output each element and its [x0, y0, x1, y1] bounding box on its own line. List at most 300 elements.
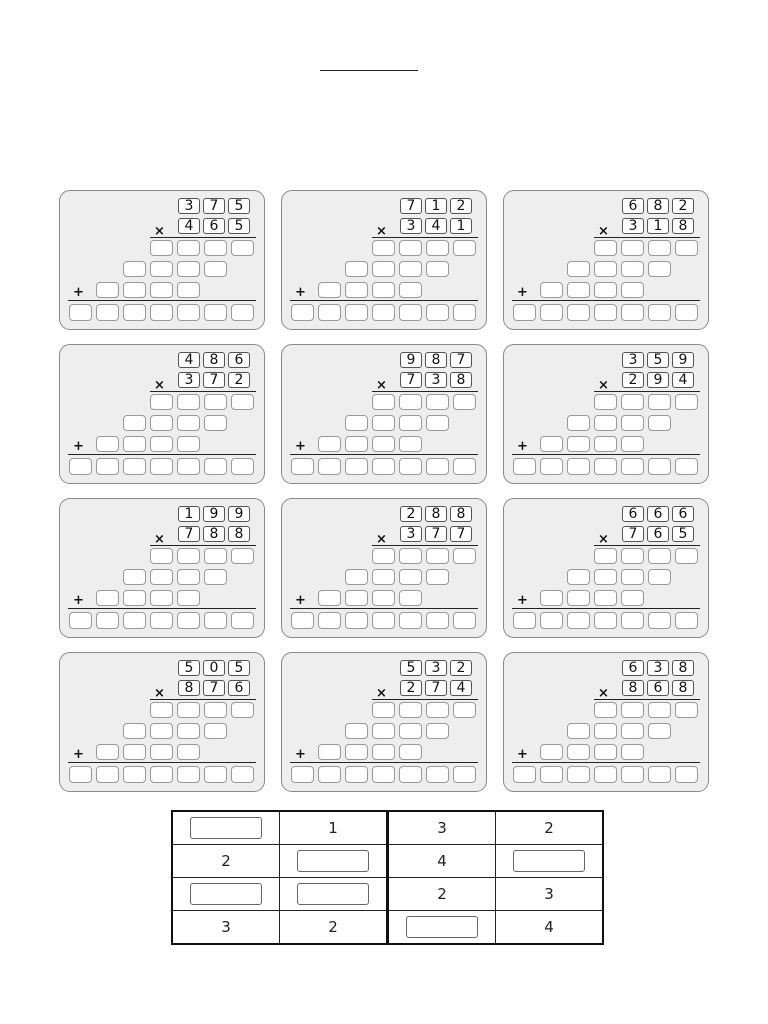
answer-box [594, 612, 617, 629]
answer-box [204, 612, 227, 629]
multiplier-digit: 1 [647, 218, 669, 234]
answer-box [150, 304, 173, 321]
partial-product-box [372, 744, 395, 760]
answer-box [345, 304, 368, 321]
answer-box [399, 612, 422, 629]
answer-blank-box[interactable] [190, 817, 262, 839]
answer-box [540, 304, 563, 321]
grid-cell[interactable] [172, 878, 280, 911]
answer-box [453, 612, 476, 629]
answer-box [399, 458, 422, 475]
answer-blank-box[interactable] [513, 850, 585, 872]
grid-cell: 2 [496, 811, 604, 845]
answer-box [426, 612, 449, 629]
multiplier-digit: 3 [425, 372, 447, 388]
multiplier-underline [372, 391, 478, 392]
multiplier-digit: 3 [622, 218, 644, 234]
multiplicand-digit: 5 [178, 660, 200, 676]
partial-product-box [426, 548, 449, 564]
answer-box [540, 612, 563, 629]
answer-box [69, 304, 92, 321]
multiplier-underline [150, 699, 256, 700]
partial-product-box [567, 436, 590, 452]
answer-box [69, 766, 92, 783]
partial-product-box [318, 282, 341, 298]
answer-box [96, 766, 119, 783]
multiplier-digit: 6 [647, 680, 669, 696]
answer-box [513, 458, 536, 475]
multiplier-digit: 7 [203, 680, 225, 696]
partial-product-box [204, 261, 227, 277]
partial-product-box [594, 590, 617, 606]
sum-underline [290, 454, 478, 455]
partial-product-box [150, 436, 173, 452]
partial-product-box [621, 723, 644, 739]
grid-cell: 3 [496, 878, 604, 911]
multiplier-digit: 8 [178, 680, 200, 696]
multiplicand-digit: 6 [672, 506, 694, 522]
grid-cell[interactable] [280, 845, 388, 878]
partial-product-box [426, 240, 449, 256]
multiplier-underline [150, 237, 256, 238]
multiplier-underline [594, 699, 700, 700]
answer-box [318, 304, 341, 321]
multiplicand-digit: 1 [178, 506, 200, 522]
grid-cell[interactable] [496, 845, 604, 878]
grid-cell: 1 [280, 811, 388, 845]
multiplicand-digit: 6 [647, 506, 669, 522]
problem-card [503, 190, 709, 330]
partial-product-box [372, 702, 395, 718]
partial-product-box [177, 240, 200, 256]
problem-card [503, 344, 709, 484]
answer-box [648, 766, 671, 783]
problem-card [281, 190, 487, 330]
partial-product-box [150, 282, 173, 298]
answer-box [231, 304, 254, 321]
partial-product-box [399, 415, 422, 431]
multiplier-digit: 2 [622, 372, 644, 388]
multiplicand-digit: 5 [647, 352, 669, 368]
partial-product-box [177, 415, 200, 431]
answer-box [621, 304, 644, 321]
answer-box [291, 304, 314, 321]
partial-product-box [96, 744, 119, 760]
multiplicand-digit: 6 [622, 506, 644, 522]
partial-product-box [123, 415, 146, 431]
multiplicand-digit: 2 [450, 660, 472, 676]
grid-cell[interactable] [388, 911, 496, 945]
answer-box [621, 458, 644, 475]
multiplier-underline [372, 545, 478, 546]
partial-product-box [567, 415, 590, 431]
multiplicand-digit: 3 [647, 660, 669, 676]
problem-card [281, 498, 487, 638]
partial-product-box [372, 569, 395, 585]
answer-box [372, 766, 395, 783]
answer-box [372, 458, 395, 475]
partial-product-box [675, 240, 698, 256]
answer-box [345, 612, 368, 629]
partial-product-box [621, 702, 644, 718]
times-sign: × [376, 532, 387, 547]
multiplier-digit: 8 [622, 680, 644, 696]
partial-product-box [372, 590, 395, 606]
partial-product-box [621, 282, 644, 298]
partial-product-box [399, 590, 422, 606]
answer-box [513, 612, 536, 629]
partial-product-box [594, 394, 617, 410]
times-sign: × [154, 686, 165, 701]
answer-box [123, 612, 146, 629]
partial-product-box [648, 394, 671, 410]
multiplicand-digit: 2 [672, 198, 694, 214]
partial-product-box [96, 590, 119, 606]
partial-product-box [372, 240, 395, 256]
partial-product-box [567, 569, 590, 585]
multiplier-underline [372, 699, 478, 700]
partial-product-box [594, 744, 617, 760]
partial-product-box [345, 744, 368, 760]
answer-box [204, 766, 227, 783]
sum-underline [68, 454, 256, 455]
partial-product-box [399, 436, 422, 452]
problem-card [59, 190, 265, 330]
partial-product-box [372, 436, 395, 452]
answer-box [345, 458, 368, 475]
partial-product-box [150, 415, 173, 431]
grid-cell[interactable] [172, 811, 280, 845]
number-puzzle-grid [171, 810, 604, 945]
partial-product-box [177, 548, 200, 564]
partial-product-box [594, 548, 617, 564]
answer-box [567, 458, 590, 475]
answer-box [594, 304, 617, 321]
times-sign: × [154, 532, 165, 547]
answer-blank-box[interactable] [297, 850, 369, 872]
partial-product-box [318, 436, 341, 452]
plus-sign: + [517, 747, 528, 762]
answer-box [675, 304, 698, 321]
partial-product-box [372, 548, 395, 564]
partial-product-box [204, 415, 227, 431]
plus-sign: + [295, 747, 306, 762]
grid-cell[interactable] [280, 878, 388, 911]
multiplicand-digit: 6 [622, 198, 644, 214]
multiplicand-digit: 3 [178, 198, 200, 214]
answer-box [621, 766, 644, 783]
partial-product-box [399, 240, 422, 256]
answer-box [594, 458, 617, 475]
plus-sign: + [73, 593, 84, 608]
partial-product-box [204, 240, 227, 256]
partial-product-box [567, 723, 590, 739]
problem-card [503, 498, 709, 638]
partial-product-box [372, 723, 395, 739]
multiplier-underline [594, 391, 700, 392]
partial-product-box [204, 702, 227, 718]
multiplier-digit: 2 [400, 680, 422, 696]
partial-product-box [675, 702, 698, 718]
answer-box [426, 766, 449, 783]
partial-product-box [540, 590, 563, 606]
partial-product-box [594, 415, 617, 431]
sum-underline [68, 762, 256, 763]
partial-product-box [150, 261, 173, 277]
partial-product-box [231, 394, 254, 410]
partial-product-box [567, 282, 590, 298]
problem-card [59, 498, 265, 638]
times-sign: × [598, 686, 609, 701]
partial-product-box [123, 261, 146, 277]
grid-row [172, 878, 603, 911]
problem-card [59, 344, 265, 484]
multiplier-digit: 6 [228, 680, 250, 696]
partial-product-box [345, 723, 368, 739]
partial-product-box [177, 394, 200, 410]
multiplicand-digit: 6 [622, 660, 644, 676]
answer-box [177, 304, 200, 321]
multiplier-digit: 6 [647, 526, 669, 542]
answer-box [453, 304, 476, 321]
answer-box [594, 766, 617, 783]
partial-product-box [675, 548, 698, 564]
partial-product-box [204, 569, 227, 585]
multiplicand-digit: 8 [203, 352, 225, 368]
partial-product-box [453, 548, 476, 564]
multiplier-underline [150, 545, 256, 546]
partial-product-box [426, 569, 449, 585]
partial-product-box [177, 282, 200, 298]
partial-product-box [123, 569, 146, 585]
multiplier-underline [594, 545, 700, 546]
multiplier-underline [150, 391, 256, 392]
partial-product-box [372, 261, 395, 277]
partial-product-box [540, 744, 563, 760]
problem-card [503, 652, 709, 792]
multiplier-underline [372, 237, 478, 238]
partial-product-box [150, 723, 173, 739]
answer-box [177, 458, 200, 475]
partial-product-box [399, 394, 422, 410]
answer-box [291, 766, 314, 783]
multiplier-digit: 8 [450, 372, 472, 388]
partial-product-box [621, 548, 644, 564]
multiplier-digit: 5 [228, 218, 250, 234]
multiplicand-digit: 0 [203, 660, 225, 676]
answer-box [291, 458, 314, 475]
partial-product-box [345, 569, 368, 585]
grid-row [172, 811, 603, 845]
multiplier-underline [594, 237, 700, 238]
partial-product-box [426, 394, 449, 410]
partial-product-box [177, 569, 200, 585]
answer-box [372, 612, 395, 629]
partial-product-box [621, 240, 644, 256]
partial-product-box [594, 436, 617, 452]
answer-box [399, 766, 422, 783]
partial-product-box [96, 436, 119, 452]
answer-box [69, 612, 92, 629]
multiplicand-digit: 8 [647, 198, 669, 214]
answer-box [96, 458, 119, 475]
multiplicand-digit: 8 [672, 660, 694, 676]
plus-sign: + [295, 593, 306, 608]
answer-box [204, 304, 227, 321]
grid-cell: 2 [280, 911, 388, 945]
answer-blank-box[interactable] [406, 916, 478, 938]
partial-product-box [177, 723, 200, 739]
multiplicand-digit: 3 [622, 352, 644, 368]
answer-box [513, 766, 536, 783]
partial-product-box [150, 702, 173, 718]
multiplier-digit: 7 [622, 526, 644, 542]
multiplier-digit: 6 [203, 218, 225, 234]
answer-box [150, 766, 173, 783]
multiplier-digit: 9 [647, 372, 669, 388]
multiplicand-digit: 4 [178, 352, 200, 368]
partial-product-box [150, 569, 173, 585]
answer-box [318, 458, 341, 475]
partial-product-box [426, 261, 449, 277]
answer-box [318, 612, 341, 629]
grid-row [172, 911, 603, 945]
partial-product-box [621, 261, 644, 277]
answer-blank-box[interactable] [297, 883, 369, 905]
plus-sign: + [295, 439, 306, 454]
multiplier-digit: 3 [400, 218, 422, 234]
multiplier-digit: 7 [203, 372, 225, 388]
answer-box [123, 304, 146, 321]
multiplier-digit: 7 [450, 526, 472, 542]
multiplier-digit: 8 [672, 680, 694, 696]
partial-product-box [594, 261, 617, 277]
answer-box [291, 612, 314, 629]
answer-box [540, 766, 563, 783]
answer-box [123, 766, 146, 783]
times-sign: × [598, 532, 609, 547]
partial-product-box [123, 590, 146, 606]
partial-product-box [150, 744, 173, 760]
partial-product-box [177, 590, 200, 606]
multiplicand-digit: 8 [425, 506, 447, 522]
partial-product-box [177, 744, 200, 760]
partial-product-box [648, 240, 671, 256]
answer-box [453, 458, 476, 475]
answer-box [123, 458, 146, 475]
times-sign: × [376, 686, 387, 701]
partial-product-box [426, 723, 449, 739]
answer-box [177, 766, 200, 783]
partial-product-box [648, 723, 671, 739]
partial-product-box [453, 394, 476, 410]
partial-product-box [318, 744, 341, 760]
partial-product-box [177, 261, 200, 277]
multiplier-digit: 4 [672, 372, 694, 388]
partial-product-box [204, 394, 227, 410]
partial-product-box [648, 569, 671, 585]
answer-box [453, 766, 476, 783]
partial-product-box [621, 569, 644, 585]
plus-sign: + [295, 285, 306, 300]
sum-underline [68, 608, 256, 609]
partial-product-box [648, 702, 671, 718]
multiplicand-digit: 1 [425, 198, 447, 214]
times-sign: × [598, 378, 609, 393]
answer-box [648, 304, 671, 321]
multiplicand-digit: 9 [400, 352, 422, 368]
answer-box [231, 766, 254, 783]
multiplicand-digit: 2 [400, 506, 422, 522]
grid-cell: 3 [172, 911, 280, 945]
answer-box [150, 612, 173, 629]
plus-sign: + [517, 285, 528, 300]
multiplicand-digit: 9 [228, 506, 250, 522]
sum-underline [512, 300, 700, 301]
partial-product-box [123, 282, 146, 298]
partial-product-box [318, 590, 341, 606]
multiplier-digit: 4 [178, 218, 200, 234]
multiplicand-digit: 5 [228, 198, 250, 214]
multiplier-digit: 7 [178, 526, 200, 542]
partial-product-box [123, 436, 146, 452]
multiplier-digit: 7 [425, 680, 447, 696]
multiplier-digit: 7 [425, 526, 447, 542]
partial-product-box [540, 436, 563, 452]
answer-box [567, 304, 590, 321]
answer-blank-box[interactable] [190, 883, 262, 905]
partial-product-box [540, 282, 563, 298]
grid-cell: 2 [172, 845, 280, 878]
partial-product-box [345, 415, 368, 431]
partial-product-box [399, 282, 422, 298]
answer-box [648, 612, 671, 629]
partial-product-box [594, 702, 617, 718]
answer-box [69, 458, 92, 475]
multiplicand-digit: 6 [228, 352, 250, 368]
multiplier-digit: 4 [450, 680, 472, 696]
grid-cell: 2 [388, 878, 496, 911]
partial-product-box [399, 548, 422, 564]
plus-sign: + [73, 747, 84, 762]
problem-card [59, 652, 265, 792]
answer-box [204, 458, 227, 475]
answer-box [177, 612, 200, 629]
partial-product-box [648, 261, 671, 277]
sum-underline [290, 762, 478, 763]
plus-sign: + [73, 439, 84, 454]
multiplicand-digit: 8 [450, 506, 472, 522]
partial-product-box [372, 282, 395, 298]
sum-underline [512, 608, 700, 609]
partial-product-box [567, 590, 590, 606]
grid-row [172, 845, 603, 878]
sum-underline [512, 454, 700, 455]
answer-box [150, 458, 173, 475]
multiplicand-digit: 9 [203, 506, 225, 522]
multiplicand-digit: 8 [425, 352, 447, 368]
answer-box [231, 458, 254, 475]
sum-underline [68, 300, 256, 301]
multiplicand-digit: 5 [228, 660, 250, 676]
multiplier-digit: 3 [400, 526, 422, 542]
multiplicand-digit: 7 [400, 198, 422, 214]
problem-card [281, 652, 487, 792]
answer-box [426, 304, 449, 321]
partial-product-box [177, 702, 200, 718]
grid-cell: 4 [496, 911, 604, 945]
partial-product-box [594, 240, 617, 256]
